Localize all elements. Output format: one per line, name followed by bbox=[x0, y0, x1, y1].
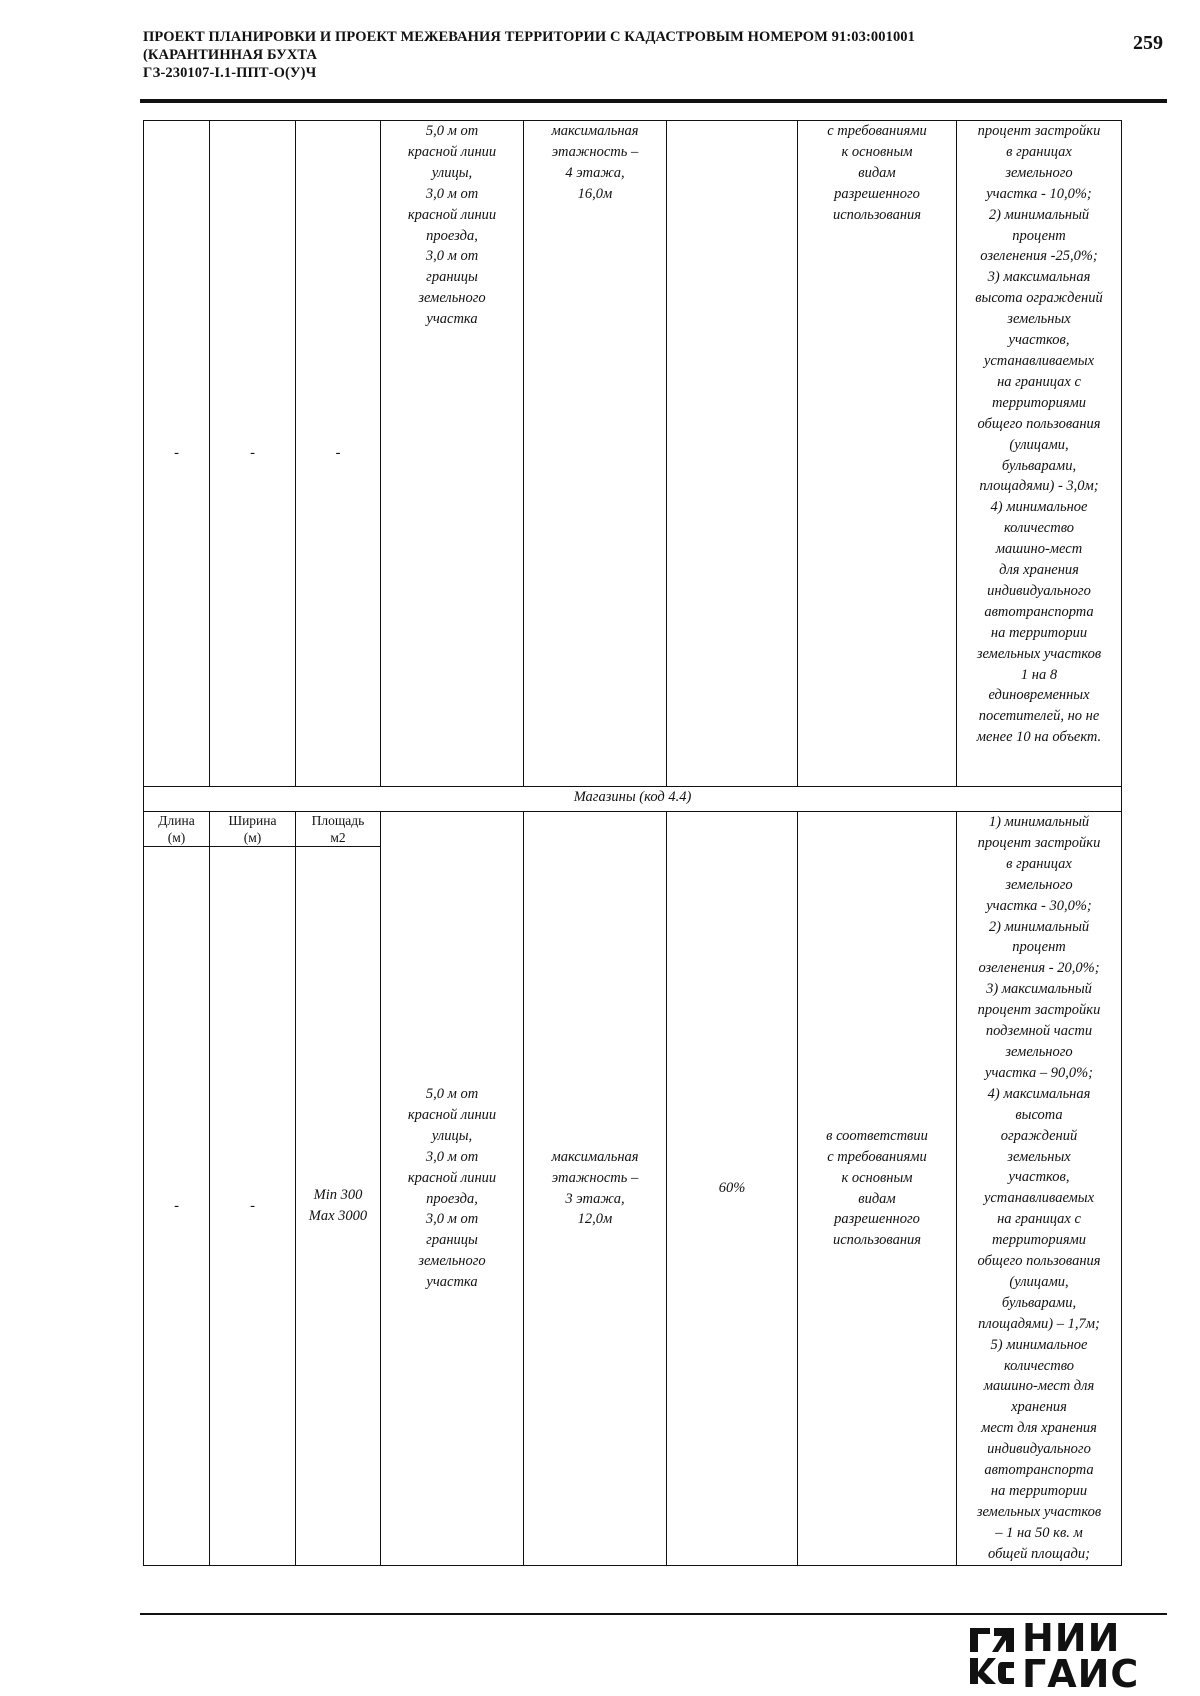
cell-text-line: 3,0 м от bbox=[425, 248, 479, 265]
table-cell-compliance bbox=[798, 812, 957, 1566]
cell-text-line: участка bbox=[426, 311, 478, 328]
cell-text-line: посетителей, но не bbox=[978, 708, 1100, 725]
cell-text-line: проезда, bbox=[426, 227, 478, 244]
cell-text-line: земельного bbox=[1005, 164, 1073, 181]
table-cell-area bbox=[296, 847, 381, 1566]
cell-text-line: Ширина bbox=[228, 813, 277, 828]
cell-text-line: земельного bbox=[1005, 1043, 1073, 1060]
cell-text-line: площадями) - 3,0м; bbox=[979, 478, 1099, 495]
table-cell-width: - bbox=[210, 121, 296, 787]
logo-line1: НИИ bbox=[1022, 1616, 1121, 1660]
cell-text-line: 3) максимальная bbox=[987, 269, 1091, 286]
cell-text-line: участков, bbox=[1008, 332, 1070, 349]
cell-text-line: на границах с bbox=[997, 373, 1081, 390]
cell-text-line: к основным bbox=[841, 1169, 913, 1186]
logo-mark-icon bbox=[968, 1624, 1016, 1686]
cell-text-line: границы bbox=[426, 269, 478, 286]
cell-text-line: Min 300 bbox=[313, 1187, 363, 1204]
cell-text-line: территориями bbox=[991, 1232, 1087, 1249]
cell-text-line: красной линии bbox=[407, 206, 497, 223]
cell-text-line: участка bbox=[426, 1274, 478, 1291]
niigais-logo bbox=[968, 1616, 1168, 1696]
cell-text-line: 3,0 м от bbox=[425, 185, 479, 202]
table-subheader-row bbox=[144, 812, 1122, 847]
cell-text-line: красной линии bbox=[407, 1106, 497, 1123]
table-cell-setbacks bbox=[381, 121, 524, 787]
section-title: Магазины (код 4.4) bbox=[144, 787, 1122, 812]
cell-text-line: видам bbox=[858, 164, 896, 181]
cell-text-line: 3,0 м от bbox=[425, 1211, 479, 1228]
cell-text-line: в границах bbox=[1006, 855, 1072, 872]
cell-text-line: в соответствии bbox=[826, 1127, 928, 1144]
cell-text-line: на территории bbox=[990, 624, 1088, 641]
footer-divider bbox=[140, 1613, 1167, 1615]
cell-text-line: максимальная bbox=[551, 1148, 639, 1165]
cell-text-line: на границах с bbox=[997, 1211, 1081, 1228]
cell-text-line: 4) минимальное bbox=[990, 499, 1088, 516]
cell-text-line: на территории bbox=[990, 1483, 1088, 1499]
cell-text-line: автотранспорта bbox=[984, 603, 1094, 620]
cell-text-line: 5,0 м от bbox=[425, 123, 479, 139]
cell-text-line: земельных участков bbox=[976, 645, 1102, 662]
cell-text-line: 3) максимальный bbox=[986, 981, 1092, 998]
table-cell-floors bbox=[524, 121, 667, 787]
cell-text-line: участков, bbox=[1008, 1169, 1070, 1186]
cell-text-line: с требованиями bbox=[827, 123, 927, 139]
cell-text-line: хранения bbox=[1011, 1399, 1067, 1416]
header-title-line2: (КАРАНТИННАЯ БУХТА bbox=[143, 47, 318, 63]
cell-text-line: разрешенного bbox=[834, 1211, 920, 1228]
section-title-row bbox=[144, 787, 1122, 812]
cell-text-line: озеленения -25,0%; bbox=[980, 248, 1098, 265]
header-title-line1: ПРОЕКТ ПЛАНИРОВКИ И ПРОЕКТ МЕЖЕВАНИЯ ТЕРРИТОРИИ С КАДАСТРОВЫМ НОМЕРОМ 91:03:001001 bbox=[143, 29, 916, 45]
cell-text-line: высота bbox=[1015, 1106, 1063, 1123]
cell-text-line: территориями bbox=[991, 394, 1087, 411]
cell-text-line: участка – 90,0%; bbox=[985, 1064, 1093, 1081]
cell-text-line: устанавливаемых bbox=[983, 352, 1095, 369]
cell-text-line: земельного bbox=[418, 1253, 486, 1270]
cell-text-line: максимальная bbox=[551, 123, 639, 139]
cell-text-line: в границах bbox=[1006, 143, 1072, 160]
cell-text-line: 4 этажа, bbox=[565, 164, 625, 181]
cell-text-line: улицы, bbox=[431, 1127, 473, 1144]
cell-text-line: участка - 10,0%; bbox=[986, 185, 1092, 202]
cell-text-line: 4) максимальная bbox=[987, 1085, 1091, 1102]
cell-text-line: автотранспорта bbox=[984, 1462, 1094, 1479]
cell-text-line: 3,0 м от bbox=[425, 1148, 479, 1165]
cell-text-line: подземной части bbox=[985, 1023, 1093, 1040]
cell-text-line: менее 10 на объект. bbox=[976, 729, 1102, 746]
cell-text-line: красной линии bbox=[407, 143, 497, 160]
cell-text-line: земельных bbox=[1007, 311, 1071, 328]
cell-text-line: земельного bbox=[418, 290, 486, 307]
cell-text-line: 2) минимальный bbox=[988, 206, 1090, 223]
table-cell-compliance bbox=[798, 121, 957, 787]
cell-text-line: красной линии bbox=[407, 1169, 497, 1186]
cell-text-line: 1) минимальный bbox=[988, 814, 1090, 830]
cell-text-line: этажность – bbox=[551, 1169, 639, 1186]
table-row bbox=[144, 121, 1122, 787]
cell-text-line: 16,0м bbox=[577, 185, 613, 202]
page-number: 259 bbox=[1133, 32, 1163, 54]
table-cell-percent: 60% bbox=[667, 812, 798, 1566]
cell-text-line: общей площади; bbox=[988, 1545, 1090, 1562]
cell-text-line: участка - 30,0%; bbox=[986, 897, 1092, 914]
cell-text-line: границы bbox=[426, 1232, 478, 1249]
cell-text-line: процент bbox=[1012, 227, 1066, 244]
cell-text-line: озеленения - 20,0%; bbox=[978, 960, 1100, 977]
cell-text-line: (улицами, bbox=[1009, 436, 1069, 453]
cell-text-line: процент застройки bbox=[977, 1002, 1101, 1019]
cell-text-line: (м) bbox=[243, 830, 262, 845]
cell-text-line: земельных bbox=[1007, 1148, 1071, 1165]
cell-text-line: 5) минимальное bbox=[990, 1336, 1088, 1353]
cell-text-line: машино-мест для bbox=[983, 1378, 1095, 1395]
cell-text-line: площадями) – 1,7м; bbox=[978, 1315, 1100, 1332]
cell-text-line: (улицами, bbox=[1009, 1273, 1069, 1290]
cell-text-line: м2 bbox=[330, 830, 346, 845]
cell-text-line: видам bbox=[858, 1190, 896, 1207]
cell-text-line: количество bbox=[1003, 1357, 1075, 1374]
table-cell-length: - bbox=[144, 121, 210, 787]
cell-text-line: улицы, bbox=[431, 164, 473, 181]
table-cell-floors bbox=[524, 812, 667, 1566]
cell-text-line: 12,0м bbox=[577, 1211, 613, 1228]
cell-text-line: 3 этажа, bbox=[565, 1190, 625, 1207]
table-cell-width: - bbox=[210, 847, 296, 1566]
cell-text-line: индивидуального bbox=[987, 1441, 1091, 1458]
cell-text-line: машино-мест bbox=[995, 541, 1083, 558]
cell-text-line: Max 3000 bbox=[308, 1208, 368, 1224]
cell-text-line: Площадь bbox=[311, 813, 365, 828]
cell-text-line: этажность – bbox=[551, 143, 639, 160]
header-doc-code: ГЗ-230107-I.1-ППТ-О(У)Ч bbox=[143, 65, 317, 81]
cell-text-line: 2) минимальный bbox=[988, 918, 1090, 935]
cell-text-line: устанавливаемых bbox=[983, 1190, 1095, 1207]
cell-text-line: процент застройки bbox=[977, 834, 1101, 851]
cell-text-line: земельных участков bbox=[976, 1503, 1102, 1520]
cell-text-line: (м) bbox=[167, 830, 186, 845]
table-cell-area: - bbox=[296, 121, 381, 787]
cell-text-line: мест для хранения bbox=[981, 1420, 1097, 1437]
cell-text-line: процент bbox=[1012, 939, 1066, 956]
logo-line2: ГАИС bbox=[1022, 1652, 1140, 1696]
cell-text-line: ограждений bbox=[1000, 1127, 1078, 1144]
cell-text-line: разрешенного bbox=[834, 185, 920, 202]
cell-text-line: 5,0 м от bbox=[425, 1085, 479, 1102]
cell-text-line: единовременных bbox=[988, 687, 1090, 704]
logo-text bbox=[1022, 1616, 1140, 1696]
cell-text-line: – 1 на 50 кв. м bbox=[995, 1524, 1083, 1541]
cell-text-line: к основным bbox=[841, 143, 913, 160]
cell-text-line: Длина bbox=[158, 813, 195, 828]
cell-text-line: для хранения bbox=[999, 562, 1079, 579]
table-cell-other-params bbox=[957, 812, 1122, 1566]
cell-text-line: использования bbox=[832, 206, 922, 223]
column-header-length bbox=[144, 812, 210, 847]
cell-text-line: проезда, bbox=[426, 1190, 478, 1207]
table-cell-length: - bbox=[144, 847, 210, 1566]
table-cell-setbacks bbox=[381, 812, 524, 1566]
cell-text-line: общего пользования bbox=[977, 415, 1101, 432]
cell-text-line: использования bbox=[832, 1232, 922, 1249]
column-header-area bbox=[296, 812, 381, 847]
cell-text-line: количество bbox=[1003, 520, 1075, 537]
column-header-width bbox=[210, 812, 296, 847]
header-divider bbox=[140, 99, 1167, 103]
cell-text-line: 1 на 8 bbox=[1020, 666, 1058, 683]
cell-text-line: индивидуального bbox=[987, 582, 1091, 599]
cell-text-line: высота ограждений bbox=[975, 290, 1103, 307]
regulations-table bbox=[143, 120, 1122, 1566]
cell-text-line: общего пользования bbox=[977, 1253, 1101, 1270]
cell-text-line: бульварами, bbox=[1001, 457, 1077, 474]
cell-text-line: бульварами, bbox=[1001, 1294, 1077, 1311]
cell-text-line: земельного bbox=[1005, 876, 1073, 893]
table-cell-other-params bbox=[957, 121, 1122, 787]
cell-text-line: процент застройки bbox=[977, 123, 1101, 139]
document-header bbox=[143, 28, 1103, 82]
cell-text-line: с требованиями bbox=[827, 1148, 927, 1165]
table-cell-percent bbox=[667, 121, 798, 787]
